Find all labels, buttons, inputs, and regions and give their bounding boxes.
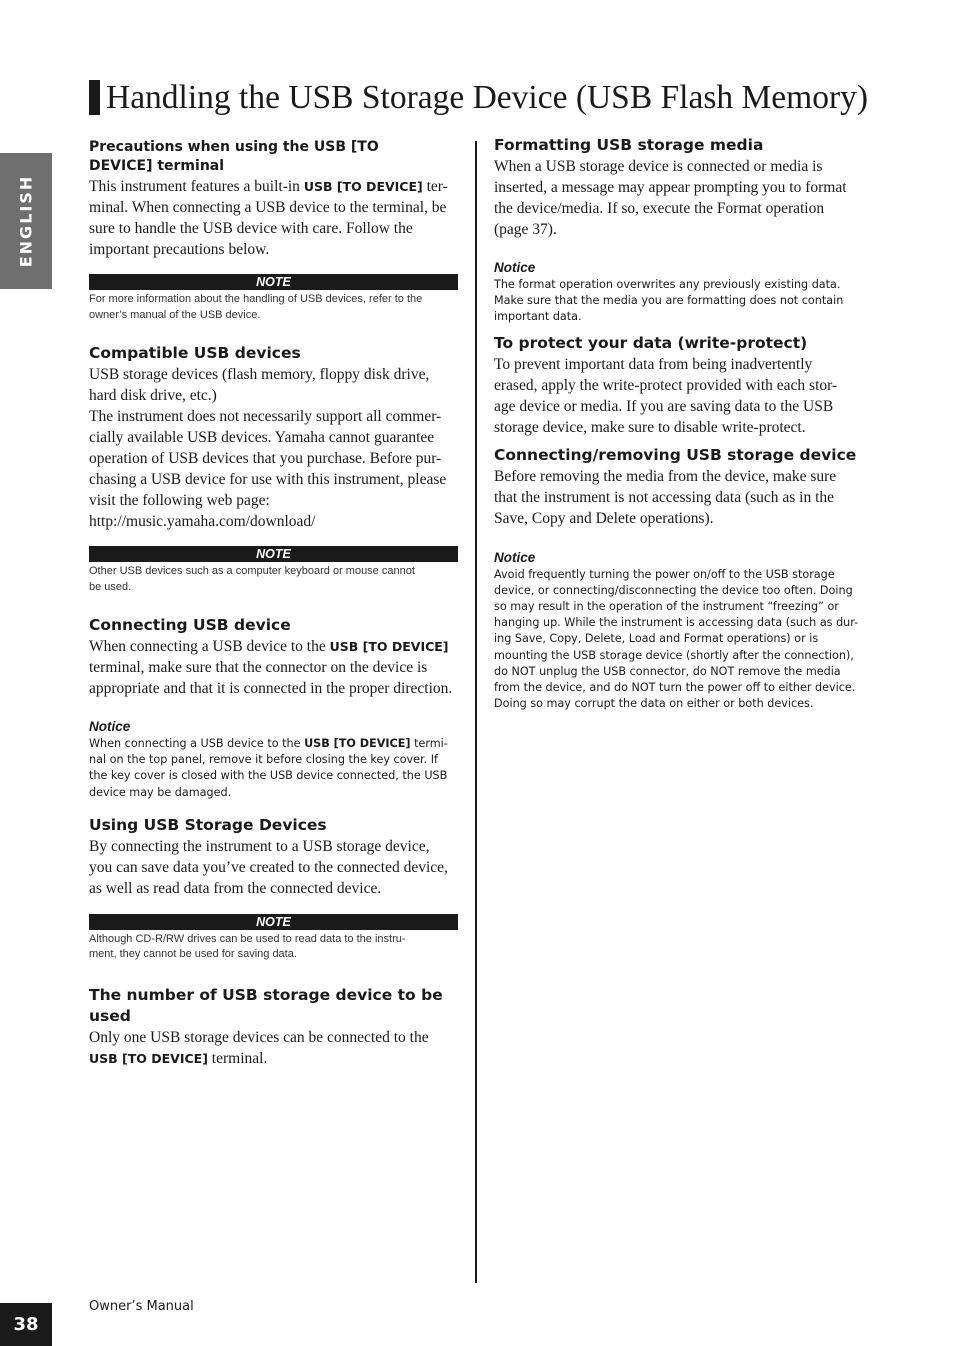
note-box: [89, 274, 458, 323]
paragraph-line: To prevent important data from being inadvertently: [494, 355, 813, 373]
section-heading: Connecting USB device: [89, 616, 291, 634]
section-compatible-devices: [89, 343, 458, 532]
note-text: Although CD-R/RW drives can be used to read data to the instru- ment, they cannot be used for saving data.: [89, 932, 406, 961]
paragraph-line: erased, apply the write-protect provided with each stor-: [494, 376, 838, 394]
section-connecting-removing: [494, 445, 866, 529]
paragraph-line: appropriate and that it is connected in the proper direction.: [89, 680, 453, 697]
section-heading: Precautions when using the USB [TO DEVICE] terminal: [89, 139, 379, 174]
section-number-of-devices: [89, 985, 458, 1069]
notice-text: Avoid frequently turning the power on/off to the USB storage device, or connecting/disconnecting the device too often. Doing so may result in the operation of the instrument “freezing” or hanging up. While the instrument is accessing data (such as dur- ing Save, Copy, Delete, Load and Format operations) or is mounting the USB storage device (shortly after the connection), do NOT unplug the USB connector, do NOT remove the media from the device, and do NOT turn the power off to either device. Doing so may corrupt the data on either or both devices.: [494, 567, 859, 711]
note-label: NOTE: [89, 274, 458, 290]
notice-text: When connecting a USB device to the USB [TO DEVICE] termi- nal on the top panel, remove it before closing the key cover. If the key cover is closed with the USB device connected, the USB device may be damaged.: [89, 737, 448, 799]
paragraph: USB [TO DEVICE] terminal.: [89, 1049, 268, 1067]
paragraph-line: By connecting the instrument to a USB storage device,: [89, 837, 430, 855]
page-title: Handling the USB Storage Device (USB Flash Memory): [106, 79, 869, 116]
section-heading: Formatting USB storage media: [494, 136, 764, 154]
note-label: NOTE: [89, 914, 458, 930]
paragraph-line: the device/media. If so, execute the Format operation: [494, 200, 825, 217]
paragraph-line: sure to handle the USB device with care. Follow the: [89, 220, 413, 237]
paragraph-line: terminal, make sure that the connector on the device is: [89, 659, 428, 676]
right-column: [494, 135, 866, 712]
section-heading: The number of USB storage device to be used: [89, 985, 443, 1025]
footer-manual-label: Owner’s Manual: [89, 1299, 194, 1314]
paragraph-line: operation of USB devices that you purchase. Before pur-: [89, 450, 442, 467]
note-box: [89, 546, 458, 595]
paragraph-line: Only one USB storage devices can be connected to the: [89, 1028, 429, 1046]
section-using-storage: [89, 815, 458, 899]
paragraph-line: inserted, a message may appear prompting you to format: [494, 179, 847, 196]
paragraph-line: Save, Copy and Delete operations).: [494, 509, 714, 527]
notice-box: [494, 549, 866, 713]
note-box: [89, 914, 458, 963]
paragraph-line: Before removing the media from the device, make sure: [494, 467, 837, 485]
paragraph-line: USB storage devices (flash memory, floppy disk drive,: [89, 366, 430, 383]
column-divider: [475, 141, 477, 1283]
notice-label: Notice: [89, 719, 131, 734]
paragraph-line: storage device, make sure to disable write-protect.: [494, 418, 806, 436]
note-label: NOTE: [89, 546, 458, 562]
section-connecting-device: [89, 615, 458, 699]
language-tab-label: ENGLISH: [16, 174, 36, 268]
notice-box: [89, 718, 458, 801]
note-text: For more information about the handling of USB devices, refer to the owner’s manual of the USB device.: [89, 293, 423, 321]
paragraph-line: as well as read data from the connected device.: [89, 879, 382, 897]
notice-label: Notice: [494, 260, 536, 275]
paragraph-line: that the instrument is not accessing data (such as in the: [494, 488, 835, 506]
paragraph: This instrument features a built-in USB [TO DEVICE] ter-: [89, 178, 448, 195]
left-column: [89, 135, 458, 1069]
paragraph-line: you can save data you’ve created to the connected device,: [89, 858, 448, 876]
paragraph: When connecting a USB device to the USB [TO DEVICE]: [89, 638, 449, 655]
download-url: http://music.yamaha.com/download/: [89, 513, 316, 530]
section-precautions: [89, 138, 458, 260]
paragraph-line: chasing a USB device for use with this instrument, please: [89, 471, 447, 488]
title-accent-bar: [89, 80, 100, 115]
paragraph-line: important precautions below.: [89, 241, 270, 258]
paragraph-line: visit the following web page:: [89, 492, 270, 509]
section-formatting: [494, 135, 866, 240]
section-heading: To protect your data (write-protect): [494, 333, 808, 352]
paragraph-line: hard disk drive, etc.): [89, 387, 217, 404]
paragraph-line: (page 37).: [494, 221, 557, 238]
paragraph-line: cially available USB devices. Yamaha cannot guarantee: [89, 429, 435, 446]
paragraph-line: minal. When connecting a USB device to the terminal, be: [89, 199, 447, 216]
section-heading: Using USB Storage Devices: [89, 815, 327, 834]
note-text: Other USB devices such as a computer keyboard or mouse cannot be used.: [89, 565, 415, 593]
section-heading: Connecting/removing USB storage device: [494, 445, 857, 464]
page-number: 38: [13, 1314, 39, 1335]
paragraph-line: age device or media. If you are saving data to the USB: [494, 397, 834, 415]
paragraph-line: When a USB storage device is connected or media is: [494, 158, 823, 175]
paragraph-line: The instrument does not necessarily support all commer-: [89, 408, 442, 425]
notice-text: The format operation overwrites any previously existing data. Make sure that the media you are formatting does not contain important data.: [494, 278, 844, 324]
section-write-protect: [494, 333, 866, 438]
notice-box: [494, 259, 866, 326]
notice-label: Notice: [494, 549, 536, 565]
section-heading: Compatible USB devices: [89, 344, 301, 362]
